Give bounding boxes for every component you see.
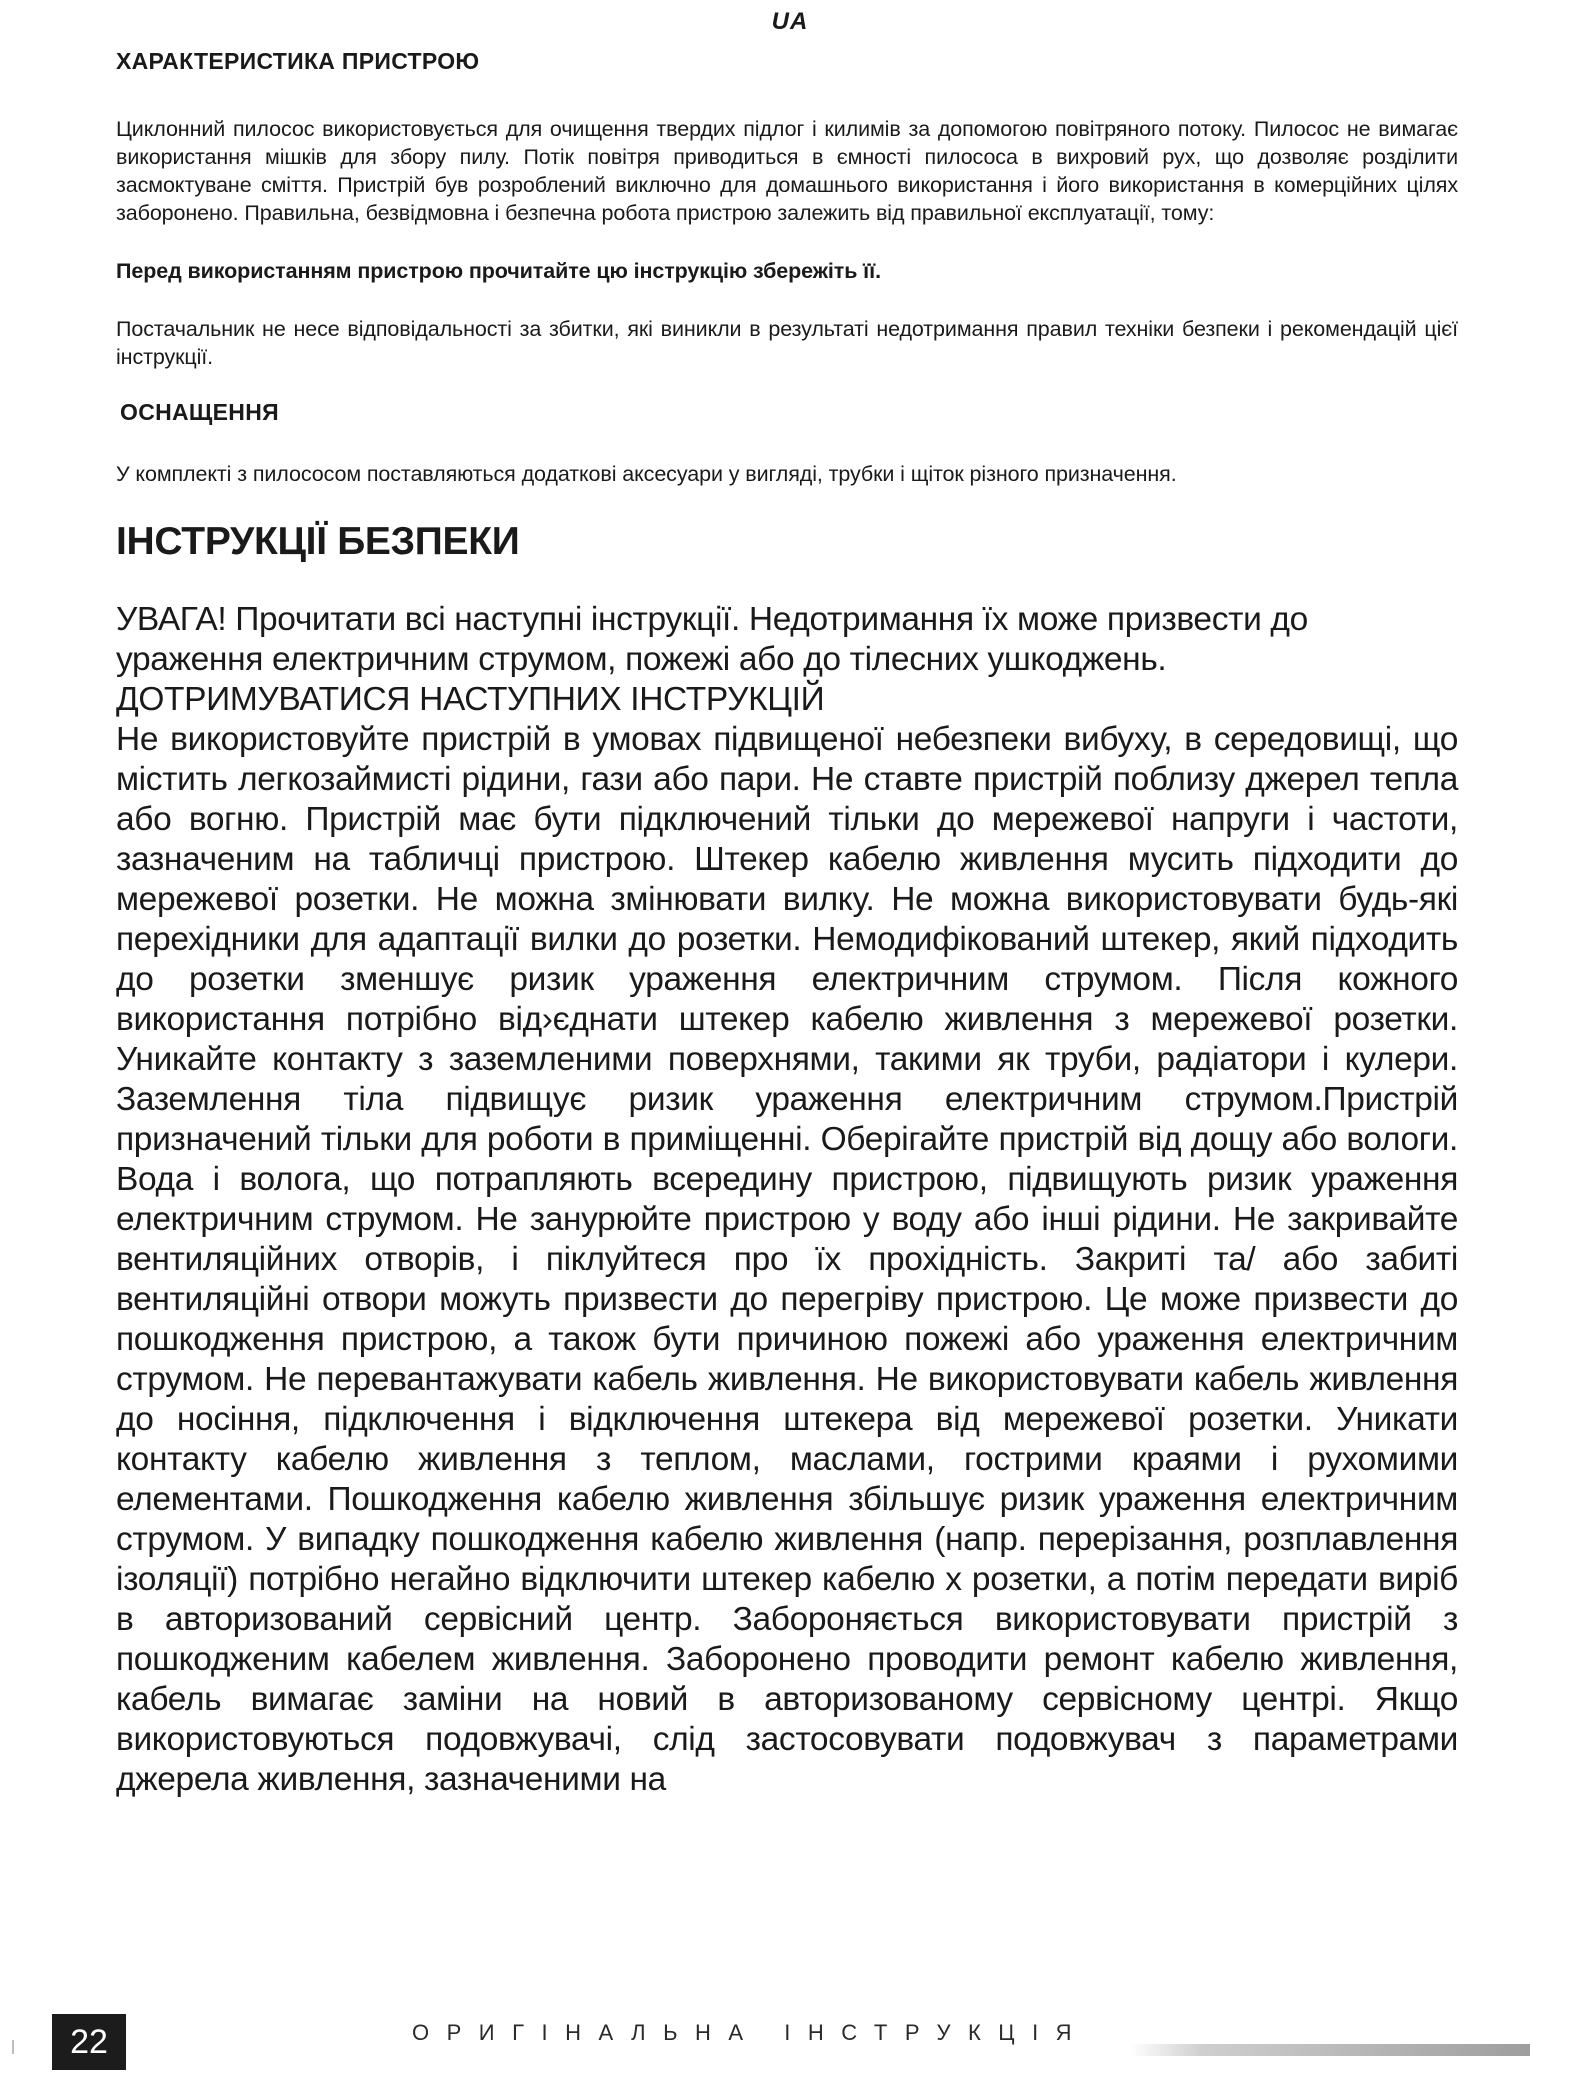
read-instructions-notice: Перед використанням пристрою прочитайте цю інструкцію збережіть її. (116, 259, 881, 283)
page-number: 22 (52, 2014, 126, 2070)
language-code: UA (771, 8, 809, 35)
safety-follow-heading: ДОТРИМУВАТИСЯ НАСТУПНИХ ІНСТРУКЦІЙ (116, 681, 825, 718)
footer-tick (12, 2040, 14, 2054)
safety-body: Не використовуйте пристрій в умовах підвищеної небезпеки вибуху, в середовищі, що містить легкозаймисті рідини, гази або пари. Не ставте пристрій поблизу джерел тепла або вогню. Пристрій має бути підключений тільки до мережевої напруги і частоти, зазначеним на табличці пристрою. Штекер кабелю живлення мусить підходити до мережевої розетки. Не можна змінювати вилку. Не можна використовувати будь-які перехідники для адаптації вилки до розетки. Немодифікований штекер, який підходить до розетки зменшує ризик ураження електричним струмом. Після кожного використання потрібно від›єднати штекер кабелю живлення з мережевої розетки. Уникайте контакту з заземленими поверхнями, такими як труби, радіатори і кулери. Заземлення тіла підвищує ризик ураження електричним струмом.Пристрій призначений тільки для роботи в приміщенні. Оберігайте пристрій від дощу або вологи. Вода і волога, що потрапляють всередину пристрою, підвищують ризик ураження електричним струмом. Не занурюйте пристрою у воду або інші рідини. Не закривайте вентиляційних отворів, і піклуйтеся про їх прохідність. Закриті та/ або забиті вентиляційні отвори можуть призвести до перегріву пристрою. Це може призвести до пошкодження пристрою, а також бути причиною пожежі або ураження електричним струмом. Не перевантажувати кабель живлення. Не використовувати кабель живлення до носіння, підключення і відключення штекера від мережевої розетки. Уникати контакту кабелю живлення з теплом, маслами, гострими краями і рухомими елементами. Пошкодження кабелю живлення збільшує ризик ураження електричним струмом. У випадку пошкодження кабелю живлення (напр. перерізання, розплавлення ізоляції) потрібно негайно відключити штекер кабелю х розетки, а потім передати виріб в авторизований сервісний центр. Забороняється використовувати пристрій з пошкодженим кабелем живлення. Заборонено проводити ремонт кабелю живлення, кабель вимагає заміни на новий в авторизованому сервісному центрі. Якщо використовуються подовжувачі, слід застосовувати подовжувач з параметрами джерела живлення, зазначеними на (116, 721, 1458, 1798)
page-content (116, 48, 1458, 1800)
equipment-body: У комплекті з пилососом поставляються додаткові аксесуари у вигляді, трубки і щіток різного призначення. (116, 462, 1177, 486)
characteristics-body: Циклонний пилосос використовується для очищення твердих підлог і килимів за допомогою повітряного потоку. Пилосос не вимагає використання мішків для збору пилу. Потік повітря приводиться в ємності пилососа в вихровий рух, що дозволяє розділити засмоктуване сміття. Пристрій був розроблений виключно для домашнього використання і його використання в комерційних цілях заборонено. Правильна, безвідмовна і безпечна робота пристрою залежить від правильної експлуатації, тому: (116, 117, 1458, 225)
footer-title: ОРИГІНАЛЬНА ІНСТРУКЦІЯ (412, 2020, 1090, 2045)
safety-heading: ІНСТРУКЦІЇ БЕЗПЕКИ (116, 520, 520, 563)
footer-gradient-bar (1130, 2044, 1530, 2056)
safety-warning: УВАГА! Прочитати всі наступні інструкції. Недотримання їх може призвести до ураження електричним струмом, пожежі або до тілесних ушкоджень. (116, 601, 1308, 678)
liability-text: Постачальник не несе відповідальності за збитки, які виникли в результаті недотримання правил техніки безпеки і рекомендацій цієї інструкції. (116, 317, 1458, 369)
characteristics-heading: ХАРАКТЕРИСТИКА ПРИСТРОЮ (116, 48, 480, 74)
equipment-heading: ОСНАЩЕННЯ (120, 399, 279, 425)
